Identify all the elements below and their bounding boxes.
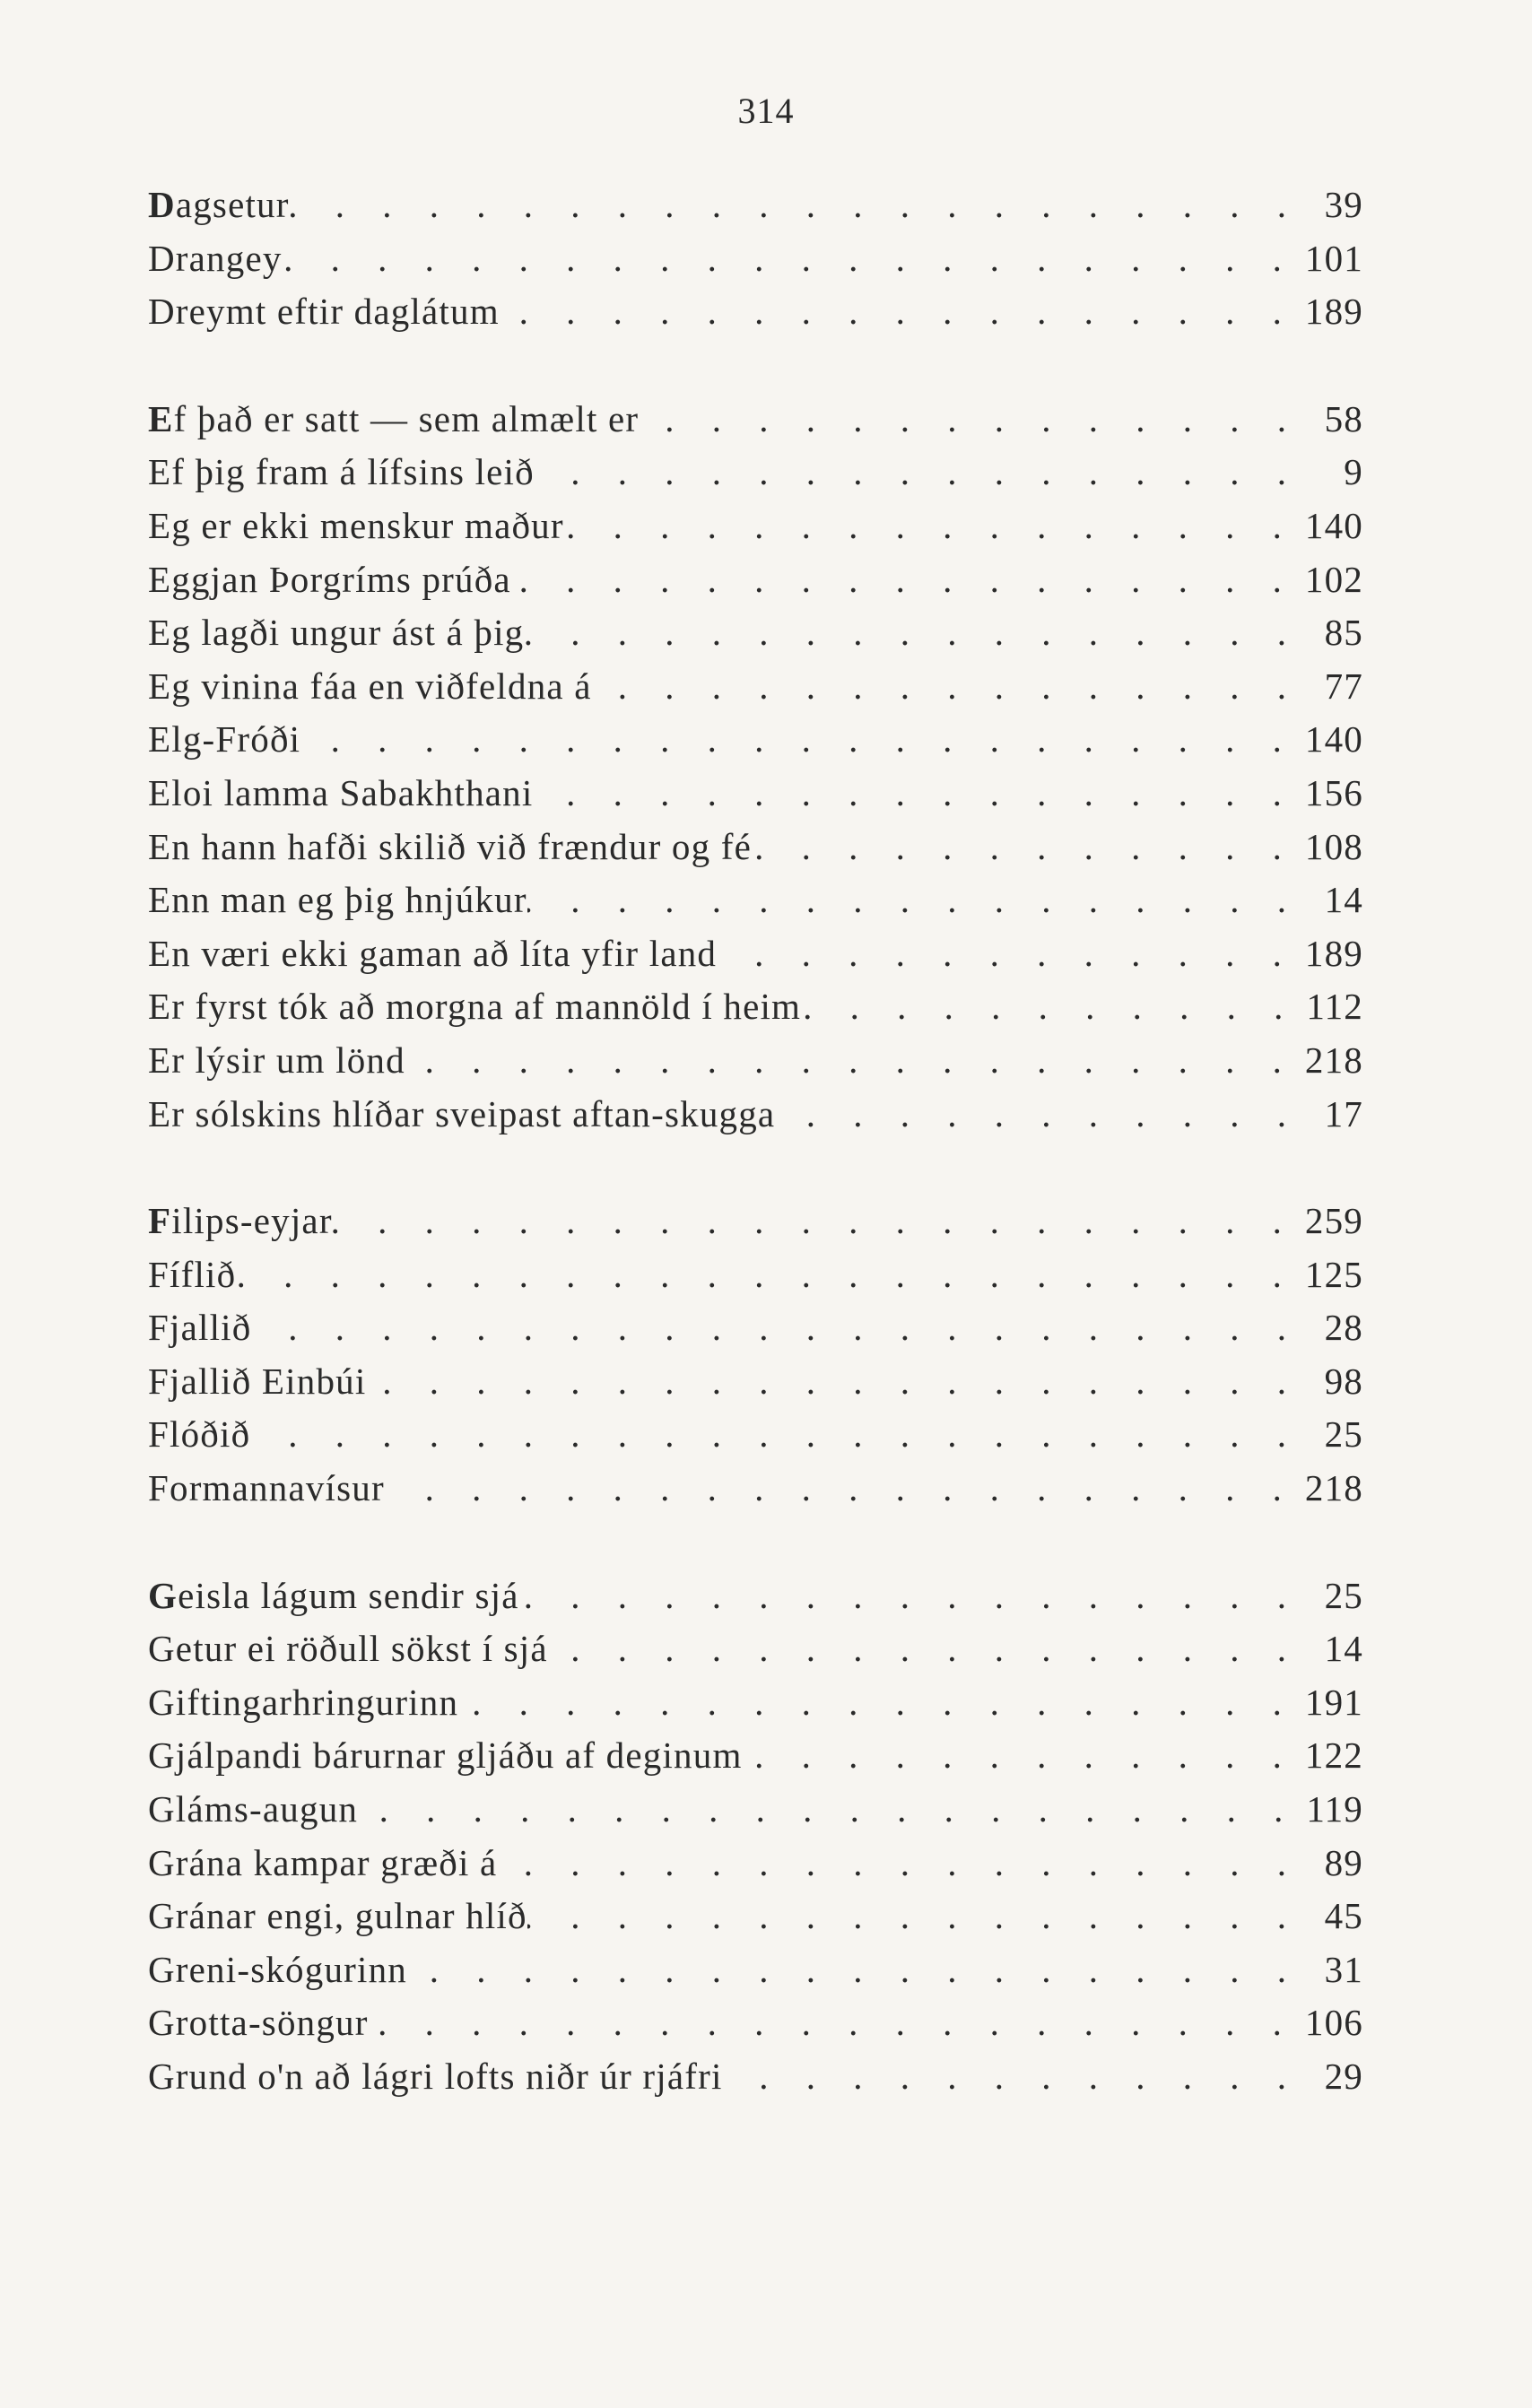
index-entry — [148, 611, 1363, 665]
entry-title: Dreymt eftir daglátum — [148, 291, 500, 333]
entry-title: Flóðið — [148, 1413, 251, 1456]
entry-page-number: 101 — [1304, 237, 1363, 279]
index-section-f — [148, 1199, 1363, 1520]
entry-title: Giftingarhringurinn — [148, 1681, 459, 1723]
index-entry — [148, 1574, 1363, 1628]
dot-leader — [527, 878, 1301, 921]
index-entry — [148, 397, 1363, 451]
entry-title: Drangey — [148, 237, 283, 279]
dot-leader — [723, 2055, 1301, 2098]
entry-page-number: 108 — [1304, 825, 1363, 867]
index-entry — [148, 1841, 1363, 1895]
page-number: 314 — [737, 91, 795, 131]
index-list — [148, 183, 1363, 2162]
entry-title: Eloi lamma Sabakhthani — [148, 771, 534, 813]
index-entry — [148, 558, 1363, 612]
entry-page-number: 119 — [1306, 1788, 1363, 1830]
dot-leader — [369, 2001, 1296, 2044]
entry-title: Geisla lágum sendir sjá — [148, 1574, 519, 1616]
entry-page-number: 122 — [1304, 1734, 1363, 1777]
dot-leader — [458, 1681, 1296, 1724]
index-entry — [148, 183, 1363, 237]
entry-page-number: 85 — [1324, 612, 1363, 654]
dot-leader — [500, 290, 1296, 333]
entry-title: Gjálpandi bárurnar gljáðu af deginum — [148, 1734, 743, 1777]
entry-page-number: 98 — [1324, 1360, 1363, 1402]
entry-title: Formannavísur — [148, 1467, 385, 1509]
entry-title: Ef það er satt — sem almælt er — [148, 397, 640, 439]
index-entry — [148, 932, 1363, 986]
entry-page-number: 17 — [1324, 1092, 1363, 1134]
entry-page-number: 112 — [1306, 986, 1363, 1028]
entry-title: Ef þig fram á lífsins leið — [148, 451, 535, 493]
entry-title: Eg lagði ungur ást á þig — [148, 612, 525, 654]
entry-title: Fjallið Einbúi — [148, 1360, 367, 1402]
dot-leader — [300, 717, 1296, 761]
dot-leader — [535, 450, 1301, 493]
index-entry — [148, 1466, 1363, 1520]
entry-title: Greni-skógurinn — [148, 1948, 408, 1990]
dot-leader — [592, 665, 1301, 708]
entry-page-number: 39 — [1324, 184, 1363, 225]
dot-leader — [250, 1413, 1301, 1456]
entry-page-number: 259 — [1304, 1200, 1363, 1242]
entry-page-number: 58 — [1324, 397, 1363, 439]
entry-page-number: 125 — [1304, 1253, 1363, 1295]
entry-page-number: 156 — [1304, 771, 1363, 813]
entry-page-number: 89 — [1324, 1841, 1363, 1883]
entry-page-number: 45 — [1324, 1895, 1363, 1937]
index-entry — [148, 1787, 1363, 1841]
entry-page-number: 218 — [1304, 1039, 1363, 1081]
dot-leader — [385, 1466, 1296, 1509]
entry-page-number: 191 — [1304, 1681, 1363, 1723]
dot-leader — [497, 1841, 1301, 1884]
dot-leader — [548, 1627, 1301, 1670]
dot-leader — [290, 183, 1301, 226]
entry-title: Eg vinina fáa en viðfeldna á — [148, 665, 592, 707]
entry-page-number: 25 — [1324, 1413, 1363, 1456]
dot-leader — [251, 1306, 1301, 1349]
entry-title: Fjallið — [148, 1307, 252, 1349]
index-entry — [148, 290, 1363, 343]
entry-page-number: 189 — [1304, 291, 1363, 333]
entry-title: Fíflið — [148, 1253, 237, 1295]
entry-page-number: 102 — [1304, 558, 1363, 600]
entry-title: Getur ei röðull sökst í sjá — [148, 1628, 548, 1670]
dot-leader — [752, 825, 1296, 868]
entry-page-number: 28 — [1324, 1307, 1363, 1349]
dot-leader — [511, 558, 1296, 601]
index-entry — [148, 237, 1363, 291]
index-entry — [148, 1039, 1363, 1092]
dot-leader — [519, 1574, 1301, 1617]
index-entry — [148, 665, 1363, 718]
dot-leader — [524, 611, 1301, 654]
index-section-e — [148, 397, 1363, 1145]
entry-page-number: 140 — [1304, 718, 1363, 761]
entry-title: Dagsetur — [148, 184, 290, 225]
index-entry — [148, 985, 1363, 1039]
index-section-g — [148, 1574, 1363, 2108]
entry-title: Grotta-söngur — [148, 2002, 369, 2044]
dot-leader — [358, 1787, 1297, 1830]
index-entry — [148, 825, 1363, 879]
index-entry — [148, 1948, 1363, 2002]
index-entry — [148, 1734, 1363, 1787]
index-entry — [148, 1306, 1363, 1360]
entry-title: Elg-Fróði — [148, 718, 301, 761]
entry-page-number: 9 — [1344, 451, 1363, 493]
dot-leader — [236, 1253, 1296, 1296]
entry-title: Eg er ekki menskur maður — [148, 504, 564, 546]
index-entry — [148, 1627, 1363, 1681]
index-entry — [148, 1092, 1363, 1146]
entry-page-number: 31 — [1324, 1948, 1363, 1990]
entry-page-number: 14 — [1324, 1628, 1363, 1670]
entry-page-number: 77 — [1324, 665, 1363, 707]
entry-page-number: 140 — [1304, 504, 1363, 546]
entry-title: Filips-eyjar — [148, 1200, 333, 1242]
entry-title: Er fyrst tók að morgna af mannöld í heim — [148, 986, 802, 1028]
entry-page-number: 218 — [1304, 1467, 1363, 1509]
entry-title: En hann hafði skilið við frændur og fé — [148, 825, 753, 867]
dot-leader — [366, 1360, 1301, 1403]
dot-leader — [405, 1039, 1296, 1082]
index-entry — [148, 1199, 1363, 1253]
index-entry — [148, 771, 1363, 825]
dot-leader — [283, 237, 1296, 280]
index-entry — [148, 2001, 1363, 2055]
dot-leader — [743, 1734, 1296, 1777]
entry-title: Er lýsir um lönd — [148, 1039, 405, 1081]
dot-leader — [407, 1948, 1301, 1991]
index-entry — [148, 1681, 1363, 1734]
index-entry — [148, 1894, 1363, 1948]
index-entry — [148, 504, 1363, 558]
dot-leader — [801, 985, 1297, 1028]
entry-title: Grund o'n að lágri lofts niðr úr rjáfri — [148, 2056, 723, 2097]
entry-title: Enn man eg þig hnjúkur — [148, 879, 527, 921]
index-entry — [148, 717, 1363, 771]
dot-leader — [333, 1199, 1296, 1242]
entry-title: Gláms-augun — [148, 1788, 359, 1830]
entry-page-number: 14 — [1324, 879, 1363, 921]
entry-page-number: 25 — [1324, 1574, 1363, 1616]
index-entry — [148, 1413, 1363, 1466]
entry-title: Er sólskins hlíðar sveipast aftan-skugga — [148, 1092, 776, 1134]
dot-leader — [527, 1894, 1301, 1937]
entry-page-number: 106 — [1304, 2002, 1363, 2044]
dot-leader — [717, 932, 1296, 975]
entry-title: Grána kampar græði á — [148, 1841, 498, 1883]
index-entry — [148, 1253, 1363, 1307]
index-entry — [148, 878, 1363, 932]
dot-leader — [533, 771, 1295, 814]
entry-page-number: 29 — [1324, 2056, 1363, 2097]
dot-leader — [564, 504, 1296, 547]
index-entry — [148, 2055, 1363, 2108]
index-entry — [148, 450, 1363, 504]
index-entry — [148, 1360, 1363, 1413]
index-section-d — [148, 183, 1363, 343]
entry-page-number: 189 — [1304, 932, 1363, 974]
dot-leader — [775, 1092, 1301, 1135]
entry-title: Gránar engi, gulnar hlíð — [148, 1895, 527, 1937]
entry-title: En væri ekki gaman að líta yfir land — [148, 932, 718, 974]
entry-title: Eggjan Þorgríms prúða — [148, 558, 511, 600]
dot-leader — [639, 397, 1301, 440]
